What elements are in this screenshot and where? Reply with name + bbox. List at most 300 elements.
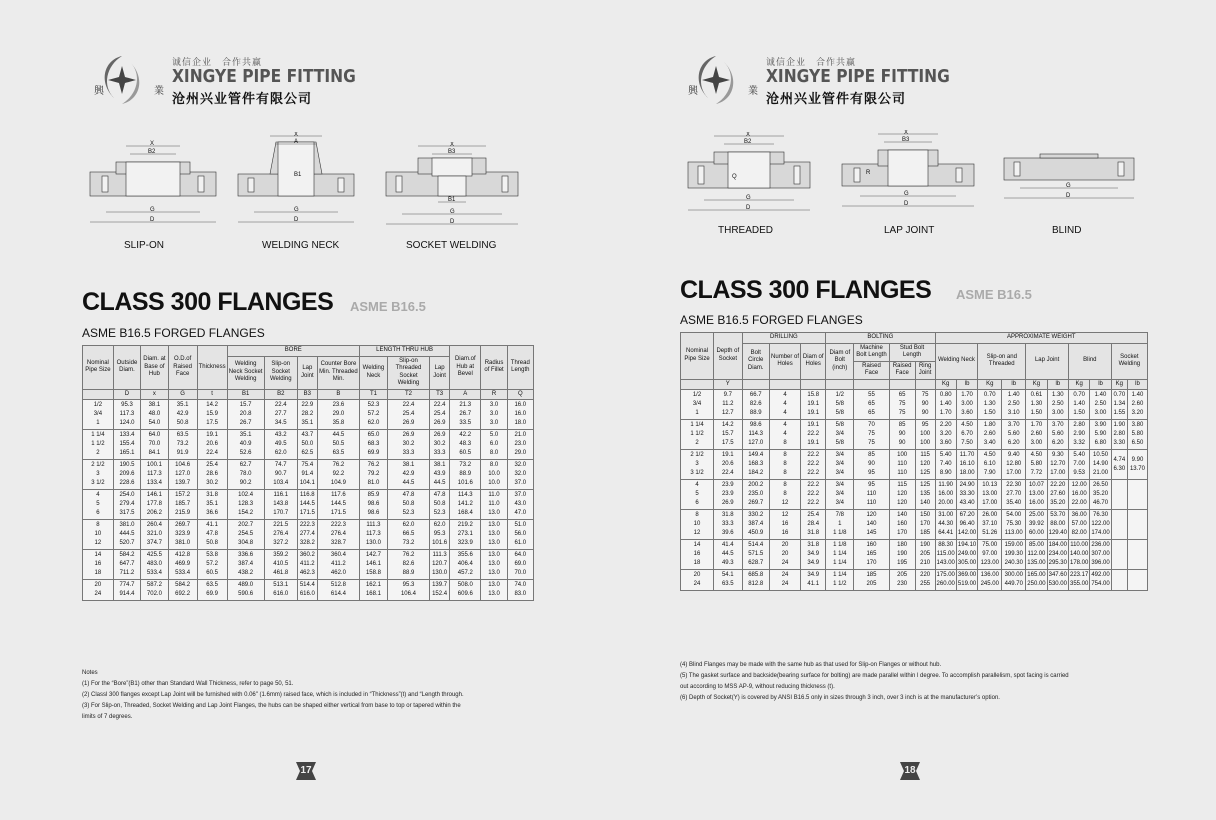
symbol-cell: Y [714,379,743,390]
table-cell: 514.4 571.5 628.7 [742,540,769,570]
table-cell [1111,570,1127,591]
svg-text:B1: B1 [448,197,456,203]
table-cell: 100 110 110 [889,450,915,480]
table-cell: 11.90 16.00 20.00 [935,480,956,510]
table-cell: 104.6 127.0 139.7 [168,460,197,490]
socket-welding-drawing [384,142,534,234]
right-table-body [681,390,1148,591]
table-cell: 222.3 276.4 328.7 [317,520,359,550]
standard-label: ASME B16.5 [350,299,426,314]
table-cell: 236.00 307.00 396.00 [1090,540,1111,570]
unit-cell: lb [956,379,977,390]
table-cell: 22.9 28.2 35.1 [297,400,317,430]
symbol-cell: D [113,389,140,400]
table-cell: 1/2 3/4 1 [83,400,114,430]
table-cell: 7/8 1 1 1/8 [826,510,854,540]
col-header-weight-so: Slip-on and Threaded [978,343,1026,379]
page-subtitle: ASME B16.5 FORGED FLANGES [82,326,265,340]
symbol-cell [681,379,714,390]
logo-char-right: 業 [748,86,758,97]
unit-cell: lb [1002,379,1026,390]
table-cell: 22.2 22.2 22.2 [801,480,826,510]
table-cell: 117.6 144.5 171.5 [317,490,359,520]
col-header-length-lap: Lap Joint [430,356,450,389]
table-cell [1127,480,1147,510]
logo-name-cn: 沧州兴业管件有限公司 [766,91,907,106]
table-cell: 269.7 323.9 381.0 [168,520,197,550]
table-cell: 190 205 210 [915,540,935,570]
table-cell: 110.00 140.00 178.00 [1068,540,1089,570]
table-header-row [83,346,534,357]
table-row [681,390,1148,420]
svg-text:A: A [294,139,299,145]
table-cell: 25.00 39.92 60.00 [1026,510,1047,540]
col-header-nps: Nominal Pipe Size [681,333,714,380]
table-row [681,420,1148,450]
logo-name-cn: 沧州兴业管件有限公司 [172,91,313,106]
group-header-weight: APPROXIMATE WEIGHT [935,333,1147,344]
table-row [83,520,534,550]
col-header-socket-depth: Depth of Socket [714,333,743,380]
table-cell: 347.60 530.00 [1047,570,1068,591]
table-cell: 175.00 260.00 [935,570,956,591]
table-cell: 76.2 92.2 104.9 [317,460,359,490]
table-cell: 774.7 914.4 [113,580,140,601]
unit-cell: Kg [978,379,1002,390]
table-cell: 12.00 16.00 22.00 [1068,480,1089,510]
table-cell: 76.2 79.2 81.0 [360,460,388,490]
svg-text:X: X [150,141,155,147]
table-cell: 300.00 449.70 [1002,570,1026,591]
table-cell: 66.7 82.6 88.9 [742,390,769,420]
table-cell: 13.0 13.0 13.0 [481,520,507,550]
table-cell: 1 1/4 1 1/2 [826,570,854,591]
lap-joint-drawing [838,130,978,214]
drawing-label-welding-neck: WELDING NECK [262,240,340,251]
table-row [681,480,1148,510]
table-cell: 412.8 469.9 533.4 [168,550,197,580]
table-cell: 3/4 3/4 3/4 [826,450,854,480]
unit-cell: Kg [1068,379,1089,390]
logo-char-left: 興 [688,86,698,97]
table-cell: 492.00 754.00 [1090,570,1111,591]
table-cell: 62.7 78.0 90.2 [227,460,264,490]
table-cell: 26.9 30.2 33.3 [387,430,429,460]
table-cell: 111.3 117.3 130.0 [360,520,388,550]
left-table-body [83,400,534,601]
table-cell [1111,510,1127,540]
note-line: (5) The gasket surface and backside(bearing surface for bolting) are made parallel within l degree. To accomplish parallelism, spot facing is carried [680,673,1069,679]
note-line: (4) Blind Flanges may be made with the same hub as that used for Slip-on Flanges or without hub. [680,662,942,668]
table-cell: 0.70 1.30 1.50 [978,390,1002,420]
table-cell: 4 5 6 [681,480,714,510]
table-cell: 20 20 24 [769,540,800,570]
logo-slogan: 诚信企业 合作共赢 [766,57,857,67]
svg-text:B3: B3 [448,149,456,155]
note-line: (3) For Slip-on, Threaded, Socket Welding and Lap Joint Flanges, the hubs can be shaped either vertical from base to top or tapered within the [82,703,461,709]
table-cell: 220 255 [915,570,935,591]
symbol-cell: G [168,389,197,400]
table-cell: 222.3 277.4 328.2 [297,520,317,550]
table-cell: 13.0 13.0 13.0 [481,550,507,580]
company-logo [92,52,356,112]
table-cell: 202.7 254.5 304.8 [227,520,264,550]
svg-text:D: D [746,205,751,211]
svg-text:X: X [450,142,455,148]
table-cell: 9.90 13.70 [1127,450,1147,480]
table-cell: 23.9 23.9 26.9 [714,480,743,510]
table-cell: 20 24 [681,570,714,591]
table-cell: 584.2 647.7 711.2 [113,550,140,580]
table-cell: 37.0 43.0 47.0 [507,490,533,520]
table-cell: 4.50 5.80 7.72 [1026,450,1047,480]
table-cell: 53.70 88.00 129.40 [1047,510,1068,540]
table-row [681,540,1148,570]
note-line: (6) Depth of Socket(Y) is covered by ANSI B16.5 only in sizes through 3 inch, over 3 inch is at the manufacturer’s option. [680,695,1000,701]
col-header-nps: Nominal Pipe Size [83,346,114,390]
table-cell: 5.40 7.00 9.53 [1068,450,1089,480]
col-header-radius-fillet: Radius of Fillet [481,346,507,390]
unit-row [681,379,1148,390]
symbol-cell: B3 [297,389,317,400]
table-cell: 42.2 48.3 60.5 [450,430,481,460]
col-header-length-so: Slip-on Threaded Socket Welding [387,356,429,389]
table-cell: 38.1 48.0 54.0 [141,400,169,430]
table-cell: 38.1 42.9 44.5 [387,460,429,490]
table-cell: 38.1 43.9 44.5 [430,460,450,490]
table-cell: 336.6 387.4 438.2 [227,550,264,580]
table-cell: 88.30 115.00 143.00 [935,540,956,570]
table-cell: 19.1 20.6 22.4 [714,450,743,480]
table-cell: 20 24 [83,580,114,601]
table-cell: 360.2 411.2 462.3 [297,550,317,580]
table-cell: 3.80 5.80 6.50 [1127,420,1147,450]
table-cell: 4.50 6.70 7.50 [956,420,977,450]
table-cell: 1/2 5/8 5/8 [826,390,854,420]
table-cell: 512.8 614.4 [317,580,359,601]
unit-cell: Kg [935,379,956,390]
symbol-cell: Q [507,389,533,400]
col-header-bore-so: Slip-on Socket Welding [264,356,297,389]
table-cell [1127,570,1147,591]
table-cell: 14.2 15.9 17.5 [197,400,227,430]
notes-block [680,660,1160,704]
svg-text:D: D [450,219,455,225]
col-header-stud-rf: Raised Face [889,361,915,379]
svg-text:X: X [746,132,751,138]
table-cell: 114.3 141.2 168.4 [450,490,481,520]
table-cell: 13.0 13.0 [481,580,507,601]
symbol-cell [915,379,935,390]
table-cell: 369.00 519.00 [956,570,977,591]
table-cell: 2 1/2 3 3 1/2 [681,450,714,480]
table-cell: 65 75 75 [889,390,915,420]
symbol-cell [769,379,800,390]
svg-text:D: D [294,217,299,223]
table-cell: 22.2 22.2 22.2 [801,450,826,480]
symbol-row [83,389,534,400]
table-cell: 205 230 [889,570,915,591]
table-cell [1127,540,1147,570]
table-row [83,460,534,490]
col-header-stud-rj: Ring Joint [915,361,935,379]
table-cell: 35.1 40.9 52.6 [227,430,264,460]
table-cell: 5.40 7.40 8.90 [935,450,956,480]
table-cell: 85.9 98.6 98.6 [360,490,388,520]
table-cell: 8 8 12 [769,480,800,510]
table-cell: 149.4 168.3 184.2 [742,450,769,480]
table-cell: 1.70 2.60 3.00 [1026,420,1047,450]
table-cell: 25.4 28.6 30.2 [197,460,227,490]
right-bolting-weight-table [680,332,1148,591]
table-cell: 355.6 406.4 457.2 [450,550,481,580]
table-cell: 136.00 245.00 [978,570,1002,591]
logo-name-en: XINGYE PIPE FITTING [172,66,356,87]
symbol-cell: R [481,389,507,400]
table-cell: 10.13 13.00 17.00 [978,480,1002,510]
symbol-cell: B2 [264,389,297,400]
company-logo [686,52,950,112]
table-cell: 47.8 50.8 52.3 [387,490,429,520]
table-cell: 14 16 18 [83,550,114,580]
table-cell: 75 90 90 [915,390,935,420]
table-cell: 142.7 146.1 158.8 [360,550,388,580]
table-cell: 95 100 100 [915,420,935,450]
table-cell: 1.90 2.80 3.30 [1111,420,1127,450]
table-cell: 150 170 185 [915,510,935,540]
table-cell: 2 1/2 3 3 1/2 [83,460,114,490]
table-cell: 1/2 3/4 1 [681,390,714,420]
table-cell: 140 160 170 [889,510,915,540]
col-header-thread-length: Thread Length [507,346,533,390]
col-header-bolt-circle: Bolt Circle Diam. [742,343,769,379]
col-header-hub-bevel: Diam.of Hub at Bevel [450,346,481,390]
table-cell: 146.1 177.8 206.2 [141,490,169,520]
drawing-label-lap-joint: LAP JOINT [884,225,935,236]
table-cell: 24 24 [769,570,800,591]
table-cell: 75.00 97.00 123.00 [978,540,1002,570]
table-header-row [681,343,1148,361]
table-cell: 62.0 66.5 73.2 [387,520,429,550]
table-cell: 125 135 140 [915,480,935,510]
table-cell: 31.00 44.30 64.41 [935,510,956,540]
table-cell: 4 4 8 [769,420,800,450]
table-cell: 3.70 5.60 6.20 [1002,420,1026,450]
page-number-text: 18 [904,765,916,776]
table-cell: 120 140 145 [854,510,889,540]
table-cell: 65.0 68.3 69.9 [360,430,388,460]
table-cell: 3.70 5.60 6.20 [1047,420,1068,450]
unit-cell: lb [1090,379,1111,390]
note-line: limits of 7 degrees. [82,714,133,720]
table-cell [1127,510,1147,540]
table-cell: 15.8 19.1 19.1 [801,390,826,420]
table-cell: 0.80 1.40 1.70 [935,390,956,420]
table-cell: 47.8 50.8 52.3 [430,490,450,520]
group-header-drilling: DRILLING [742,333,826,344]
table-cell: 1 1/8 1 1/4 1 1/4 [826,540,854,570]
logo-char-right: 業 [154,86,164,97]
table-cell: 587.2 702.0 [141,580,169,601]
col-header-diam-holes: Diam of Holes [801,343,826,379]
table-cell: 8 10 12 [681,510,714,540]
logo-char-left: 興 [94,86,104,97]
table-cell: 11.0 11.0 13.0 [481,490,507,520]
svg-text:X: X [904,130,909,136]
svg-text:G: G [904,191,909,197]
table-cell: 9.7 11.2 12.7 [714,390,743,420]
table-cell: 116.8 144.5 171.5 [297,490,317,520]
table-cell: 19.1 22.2 19.1 [801,420,826,450]
table-cell: 2.80 2.90 3.32 [1068,420,1089,450]
threaded-drawing [684,132,814,220]
page-title: CLASS 300 FLANGES [680,276,932,304]
standard-label: ASME B16.5 [956,287,1032,302]
table-cell: 116.1 143.8 170.7 [264,490,297,520]
unit-cell: lb [1047,379,1068,390]
table-cell: 1 1/4 1 1/2 2 [681,420,714,450]
col-header-machine-rf: Raised Face [854,361,889,379]
col-header-counter-bore: Counter Bore Min. Threaded Min. [317,356,359,389]
symbol-cell [801,379,826,390]
svg-text:Q: Q [732,174,737,180]
table-cell: 22.4 25.4 26.9 [430,400,450,430]
table-row [83,430,534,460]
drawing-label-socket-welding: SOCKET WELDING [406,240,497,251]
note-line: out according to MSS AP-9, without reducing thickness (t). [680,684,835,690]
table-cell: 185 205 [854,570,889,591]
table-cell: 4 5 6 [83,490,114,520]
table-cell: 0.70 1.34 1.55 [1111,390,1127,420]
table-cell: 70 75 75 [854,420,889,450]
table-cell: 41.1 47.8 50.8 [197,520,227,550]
table-cell: 584.2 692.2 [168,580,197,601]
table-cell: 54.1 63.5 [714,570,743,591]
blind-drawing [1000,144,1150,210]
symbol-cell [742,379,769,390]
col-header-weight-lap: Lap Joint [1026,343,1069,379]
symbol-cell: B [317,389,359,400]
table-cell: 21.0 23.0 29.0 [507,430,533,460]
page-subtitle: ASME B16.5 FORGED FLANGES [680,313,863,327]
notes-title: Notes [82,670,98,676]
table-cell: 44.5 50.5 63.5 [317,430,359,460]
table-cell: 73.2 88.9 101.6 [450,460,481,490]
svg-text:G: G [294,207,299,213]
table-cell: 8 10 12 [83,520,114,550]
table-cell: 190.5 209.6 228.6 [113,460,140,490]
table-cell: 16.0 16.0 18.0 [507,400,533,430]
note-line: (2) Classl 300 flanges except Lap Joint will be furnished with 0.06" (1.6mm) raised face, which is included in “Thickness”(t) and “Length through. [82,692,464,698]
table-cell: 62.0 95.3 101.6 [430,520,450,550]
table-row [83,490,534,520]
table-cell: 31.8 34.9 34.9 [801,540,826,570]
table-cell: 95.3 117.3 124.0 [113,400,140,430]
table-cell [1111,540,1127,570]
page-title: CLASS 300 FLANGES [82,288,334,316]
table-cell: 55 65 65 [854,390,889,420]
table-cell: 157.2 185.7 215.9 [168,490,197,520]
table-cell: 8.0 10.0 10.0 [481,460,507,490]
table-cell: 184.00 234.00 295.30 [1047,540,1068,570]
table-cell: 63.5 69.9 [197,580,227,601]
table-cell: 160 165 170 [854,540,889,570]
table-cell: 67.20 96.40 142.00 [956,510,977,540]
table-cell: 194.10 249.00 305.00 [956,540,977,570]
table-cell: 22.4 27.7 34.5 [264,400,297,430]
table-cell: 10.07 13.00 16.00 [1026,480,1047,510]
symbol-cell [889,379,915,390]
table-cell: 11.70 16.10 18.00 [956,450,977,480]
table-cell: 15.7 20.8 26.7 [227,400,264,430]
table-cell: 63.5 73.2 91.9 [168,430,197,460]
svg-text:B2: B2 [744,139,752,145]
table-cell: 115 120 120 [889,480,915,510]
table-cell: 76.30 122.00 174.00 [1090,510,1111,540]
svg-text:G: G [150,207,155,213]
symbol-cell: x [141,389,169,400]
table-cell: 31.8 35.1 36.6 [197,490,227,520]
company-logo-mark-icon [686,52,746,108]
table-cell: 54.00 75.30 113.00 [1002,510,1026,540]
note-line: (1) For the “Bore”(B1) other than Standard Wall Thickness, refer to page 50, 51. [82,681,294,687]
svg-text:D: D [1066,193,1071,199]
symbol-cell [83,389,114,400]
table-cell: 221.5 276.4 327.2 [264,520,297,550]
table-cell: 359.2 410.5 461.8 [264,550,297,580]
col-header-stud-bolt: Stud Bolt Length [889,343,935,361]
table-cell: 26.50 35.20 46.70 [1090,480,1111,510]
logo-name-en: XINGYE PIPE FITTING [766,66,950,87]
table-cell: 41.4 44.5 49.3 [714,540,743,570]
slip-on-drawing [86,140,220,230]
symbol-cell [826,379,854,390]
col-header-od-raised-face: O.D.of Raised Face [168,346,197,390]
table-row [681,570,1148,591]
table-cell: 12 16 16 [769,510,800,540]
table-cell: 74.0 83.0 [507,580,533,601]
table-cell: 75.4 91.4 104.1 [297,460,317,490]
symbol-cell: B1 [227,389,264,400]
table-cell: 260.4 321.0 374.7 [141,520,169,550]
table-cell: 8 8 8 [769,450,800,480]
col-header-num-holes: Number of Holes [769,343,800,379]
table-cell: 3.0 3.0 3.0 [481,400,507,430]
table-cell: 34.9 41.1 [801,570,826,591]
table-cell: 180 190 195 [889,540,915,570]
table-cell: 1 1/4 1 1/2 2 [83,430,114,460]
table-row [681,450,1148,480]
table-cell: 508.0 609.6 [450,580,481,601]
symbol-cell: T2 [387,389,429,400]
symbol-cell [854,379,889,390]
table-cell: 64.0 69.0 70.0 [507,550,533,580]
col-header-weight-sw: Socket Welding [1111,343,1147,379]
right-page [608,0,1216,820]
table-cell: 102.4 128.3 154.2 [227,490,264,520]
svg-text:G: G [746,195,751,201]
table-cell: 330.2 387.4 450.9 [742,510,769,540]
table-cell: 85 90 95 [854,450,889,480]
table-cell: 4 4 4 [769,390,800,420]
table-cell: 26.9 30.2 33.3 [430,430,450,460]
col-header-machine-bolt: Machine Bolt Length [854,343,889,361]
drawing-label-blind: BLIND [1052,225,1082,236]
svg-text:B2: B2 [148,149,156,155]
table-cell: 22.4 25.4 26.9 [387,400,429,430]
table-cell: 85.00 112.00 135.00 [1026,540,1047,570]
col-header-diam-base-hub: Diam. at Base of Hub [141,346,169,390]
